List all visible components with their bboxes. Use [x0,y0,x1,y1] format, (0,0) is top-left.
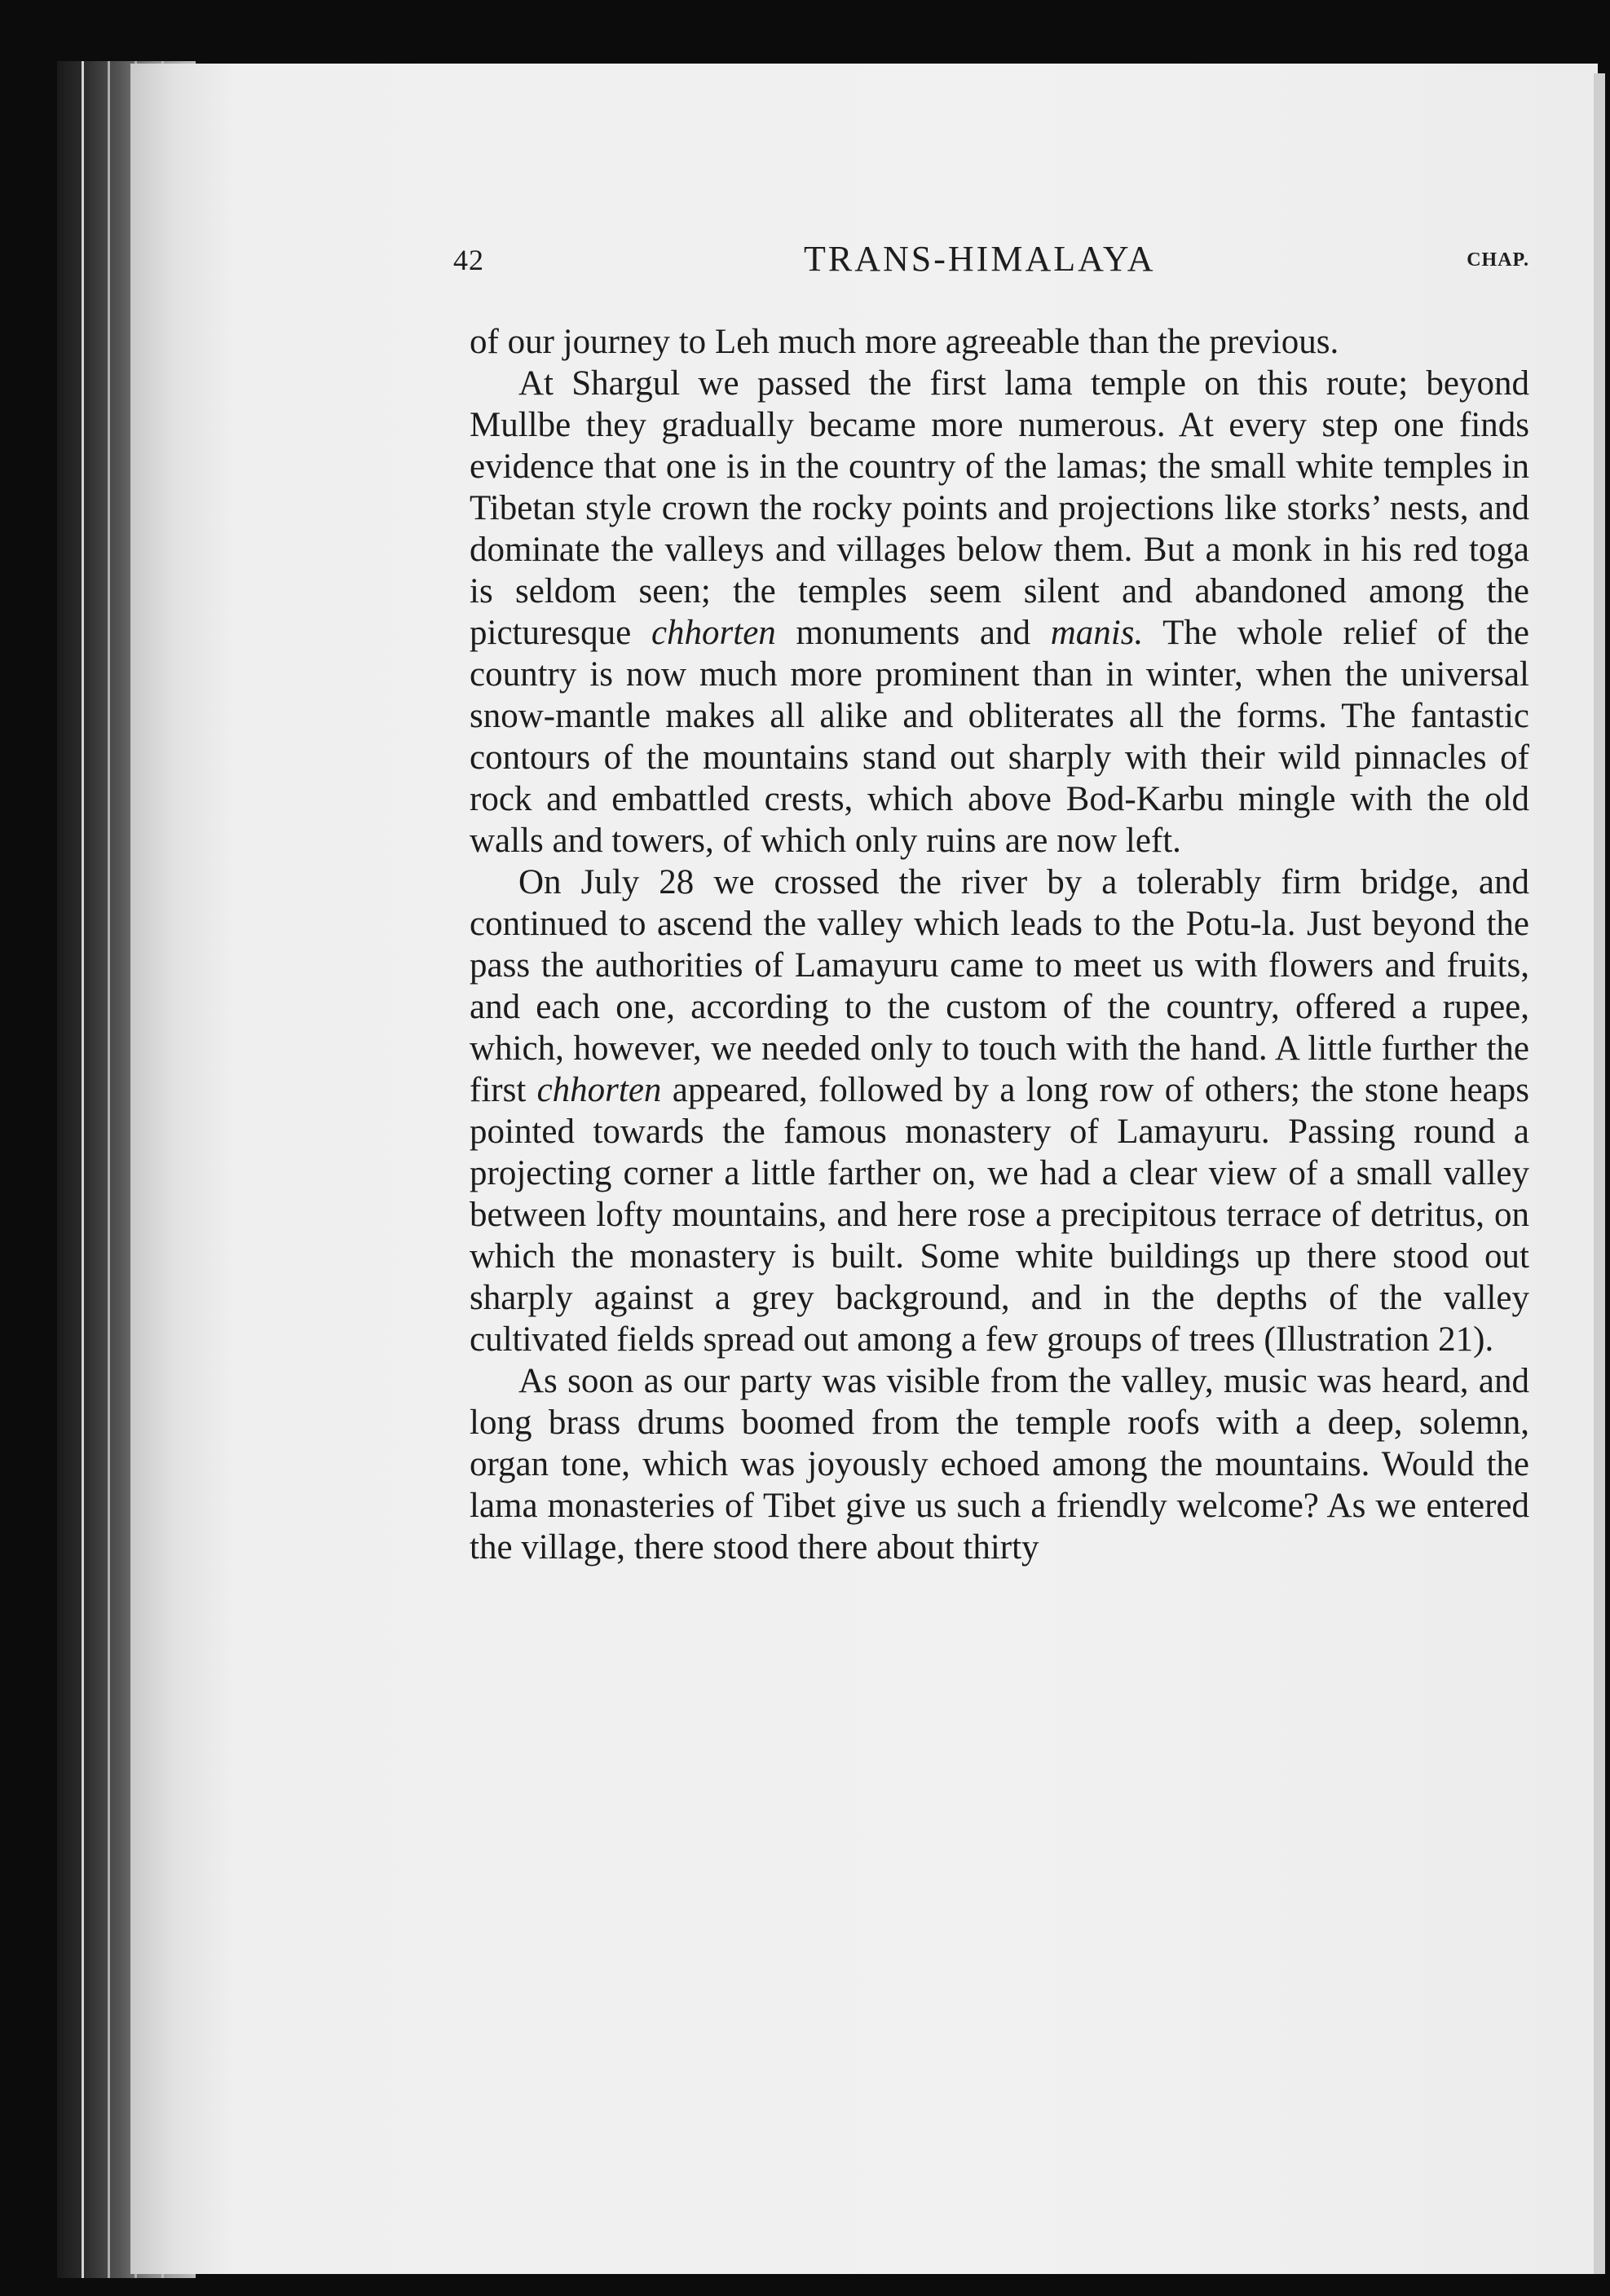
text-run: appeared, followed by a long row of others; the stone heaps pointed towards the famous monastery of Lamayuru. Passing round a projecting corner a little farther on, we had a clear view of a small valley between lofty mountains, and here rose a precipitous terrace of detritus, on which the monastery is built. Some white buildings up there stood out sharply against a grey background, and in the depths of the valley cultivated fields spread out among a few groups of trees (Illustration 21). [470,1071,1529,1359]
text-run: At Shargul we passed the first lama temple on this route; beyond Mullbe they gradually became more numerous. At every step one finds evidence that one is in the country of the lamas; the small white temples in Tibetan style crown the rocky points and projections like storks’ nests, and dominate the valleys and villages below them. But a monk in his red toga is seldom seen; the temples seem silent and abandoned among the picturesque [470,364,1529,652]
italic-term-manis: manis. [1050,614,1144,652]
page-number: 42 [453,244,484,276]
italic-term-chhorten: chhorten [536,1071,662,1109]
paragraph-4 [470,1360,1529,1568]
page-edge [1594,73,1605,2274]
text-run: As soon as our party was visible from the valley, music was heard, and long brass drums boomed from the temple roofs with a deep, solemn, organ tone, which was joyously echoed among the mountains. Would the lama monasteries of Tibet give us such a friendly welcome? As we entered the village, there stood there about thirty [470,1362,1529,1567]
paragraph-1 [470,321,1529,363]
text-run: On July 28 we crossed the river by a tolerably firm bridge, and continued to ascend the valley which leads to the Potu-la. Just beyond the pass the authorities of Lamayuru came to meet us with flowers and fruits, and each one, according to the custom of the country, offered a rupee, which, however, we needed only to touch with the hand. A little further the first [470,863,1529,1109]
text-run: monuments and [775,614,1051,652]
paragraph-3 [470,862,1529,1360]
text-run: The whole relief of the country is now much more prominent than in winter, when the universal snow-mantle makes all alike and obliterates all the forms. The fantastic contours of the mountains stand out sharply with their wild pinnacles of rock and embattled crests, which above Bod-Karbu mingle with the old walls and towers, of which only ruins are now left. [470,614,1530,860]
paragraph-2 [470,363,1529,862]
text-run: of our journey to Leh much more agreeable than the previous. [470,323,1339,361]
running-header [453,238,1529,287]
italic-term-chhorten: chhorten [651,614,776,652]
body-text [470,321,1529,1568]
chapter-label: CHAP. [1467,249,1529,271]
running-title: TRANS-HIMALAYA [804,239,1156,279]
